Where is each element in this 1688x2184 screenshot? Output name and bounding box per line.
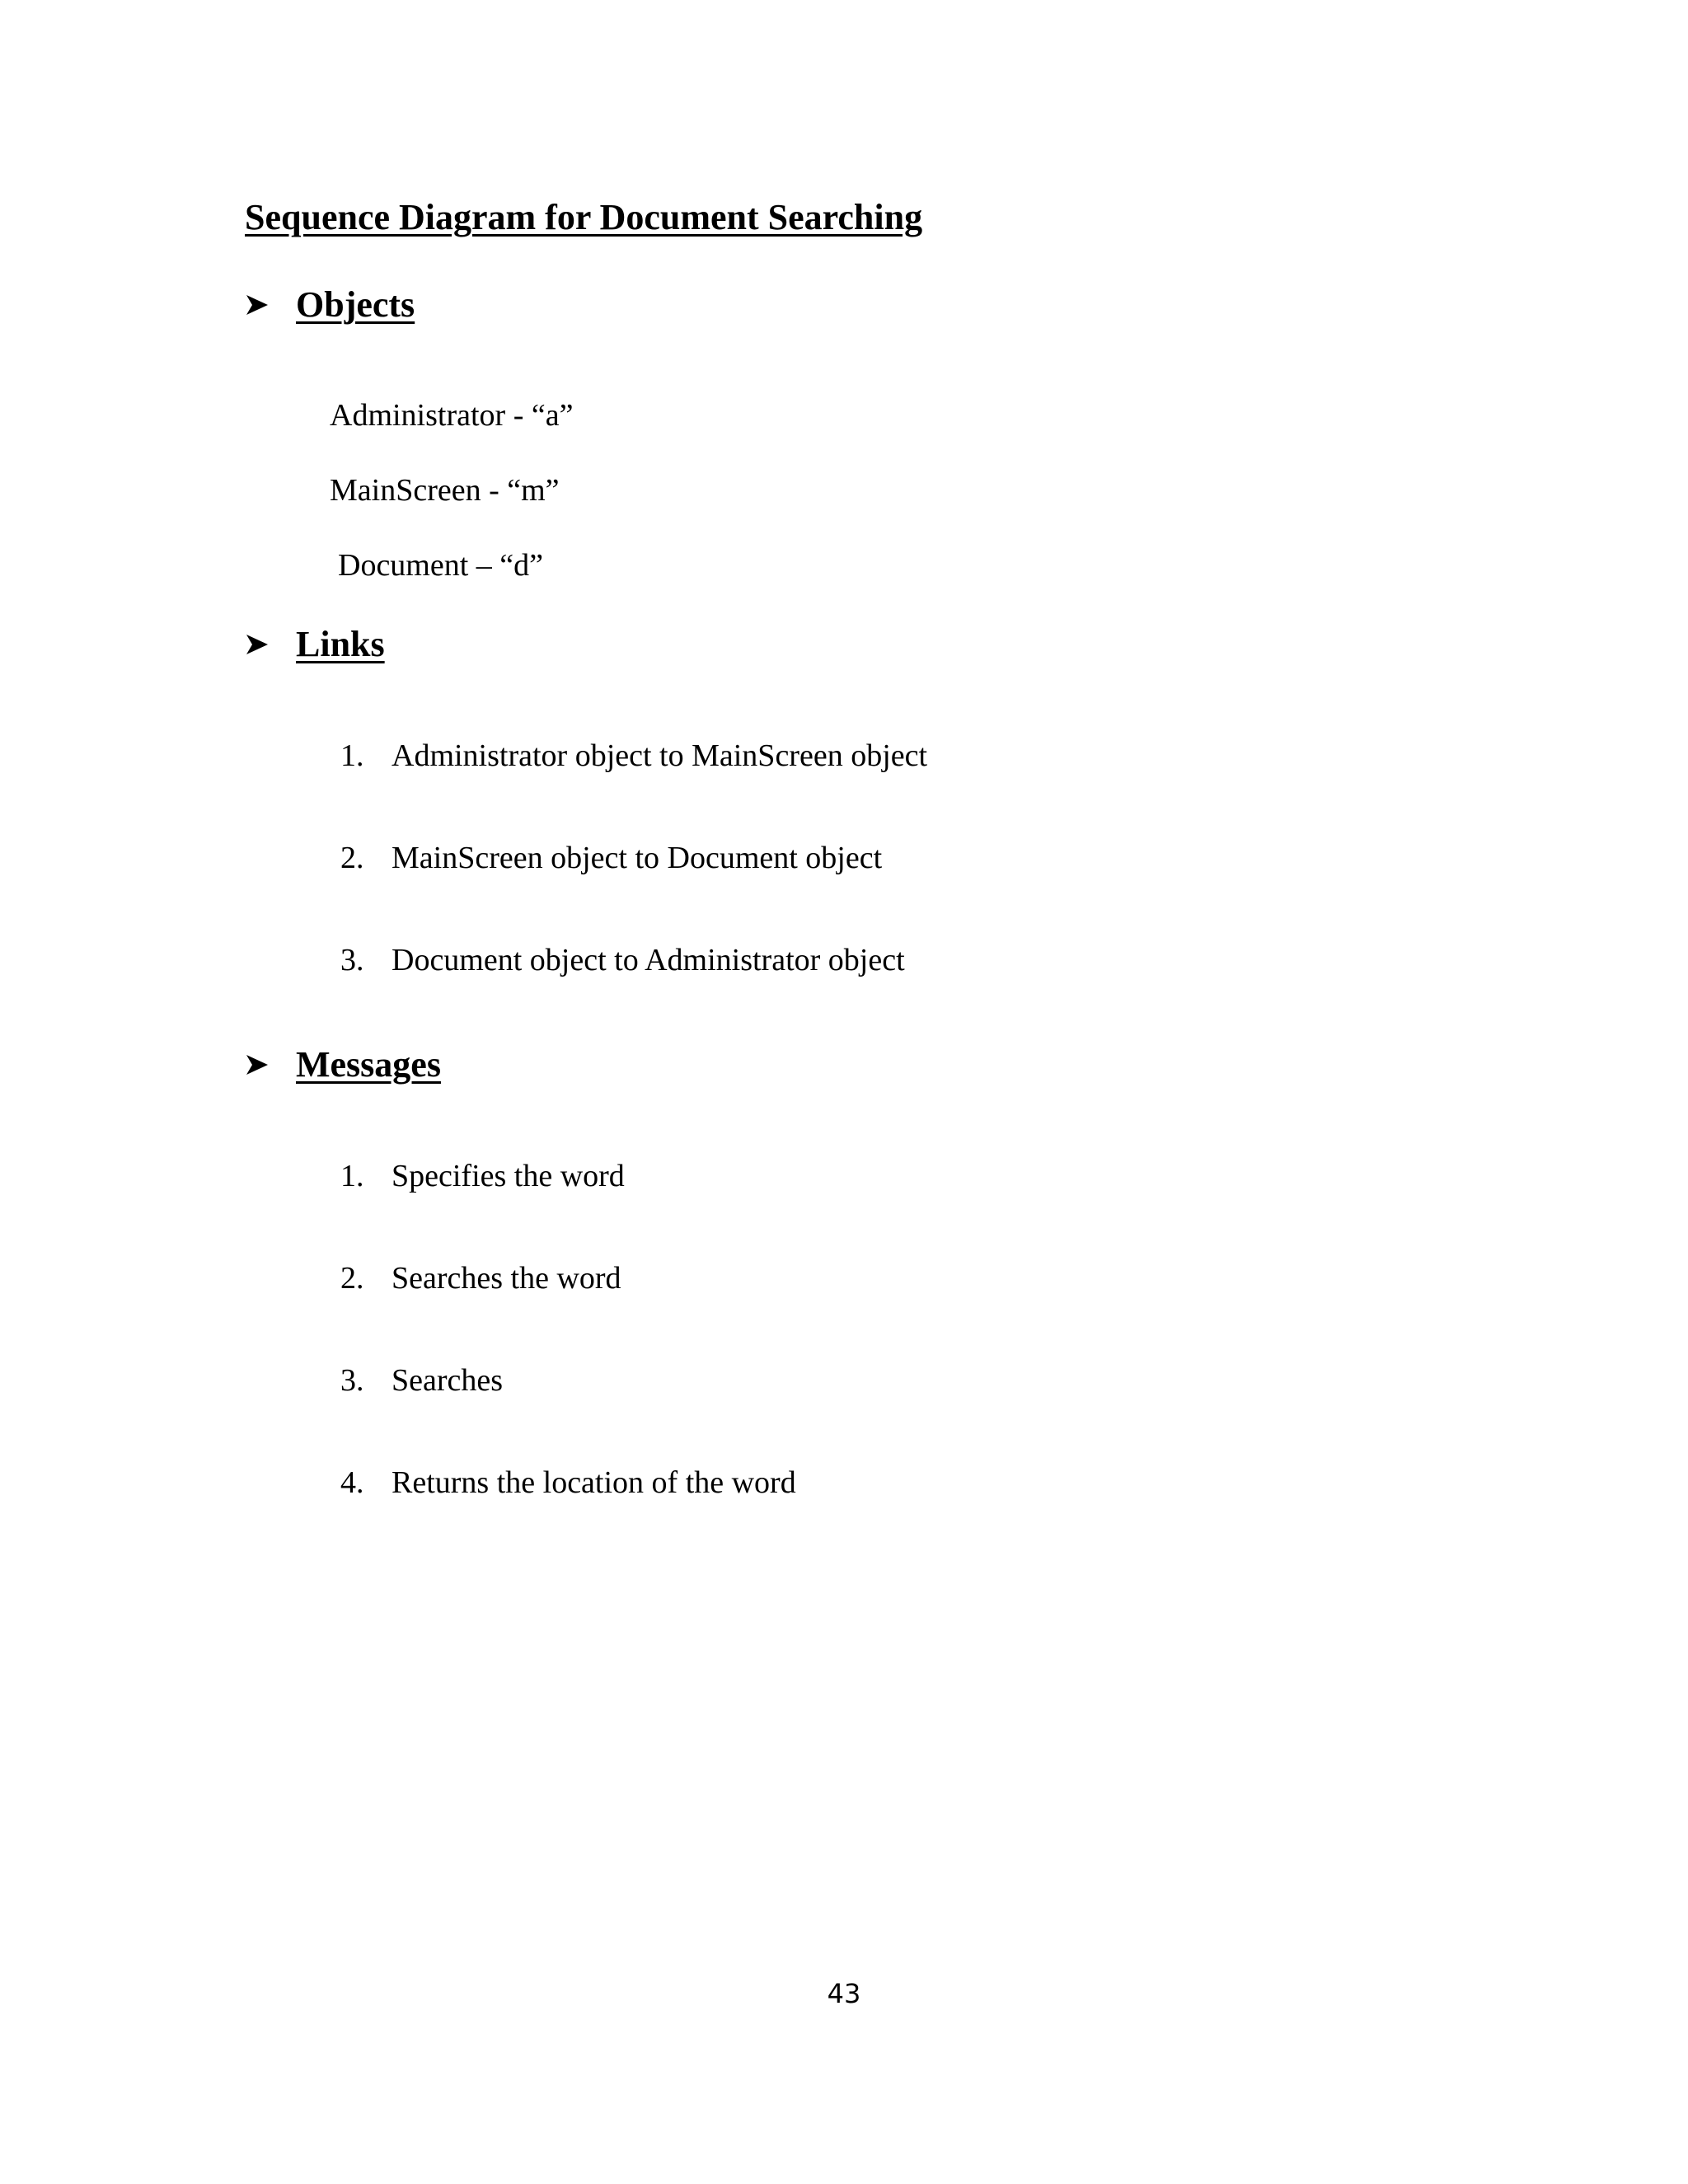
list-item xyxy=(340,738,927,774)
arrowhead-bullet-icon xyxy=(245,632,270,657)
list-item-text: Administrator object to MainScreen object xyxy=(392,738,928,773)
page-title: Sequence Diagram for Document Searching xyxy=(245,197,923,237)
list-item-number: 3. xyxy=(340,1363,364,1398)
list-item xyxy=(340,840,882,876)
object-item: MainScreen - “m” xyxy=(330,473,560,508)
arrowhead-bullet-icon xyxy=(245,1052,270,1077)
object-item: Administrator - “a” xyxy=(330,398,574,433)
list-item xyxy=(340,1260,621,1296)
links-section-heading xyxy=(245,623,385,665)
messages-heading-label: Messages xyxy=(296,1044,441,1085)
list-item-text: Returns the location of the word xyxy=(392,1465,796,1500)
arrowhead-bullet-icon xyxy=(245,293,270,317)
list-item-number: 2. xyxy=(340,1261,364,1296)
objects-section-heading xyxy=(245,284,415,326)
links-heading-label: Links xyxy=(296,624,385,664)
list-item-text: MainScreen object to Document object xyxy=(392,841,883,875)
list-item-text: Searches xyxy=(392,1363,504,1398)
list-item-number: 3. xyxy=(340,943,364,977)
list-item xyxy=(340,1465,796,1501)
list-item-number: 4. xyxy=(340,1465,364,1500)
list-item-text: Searches the word xyxy=(392,1261,621,1296)
list-item xyxy=(340,942,905,978)
list-item-number: 2. xyxy=(340,841,364,875)
page-number: 43 xyxy=(827,1978,861,2009)
list-item-text: Specifies the word xyxy=(392,1159,625,1193)
list-item xyxy=(340,1158,625,1194)
object-item: Document – “d” xyxy=(338,548,544,583)
list-item-number: 1. xyxy=(340,1159,364,1193)
list-item xyxy=(340,1362,503,1399)
list-item-text: Document object to Administrator object xyxy=(392,943,905,977)
list-item-number: 1. xyxy=(340,738,364,773)
messages-section-heading xyxy=(245,1043,441,1085)
objects-heading-label: Objects xyxy=(296,284,415,325)
